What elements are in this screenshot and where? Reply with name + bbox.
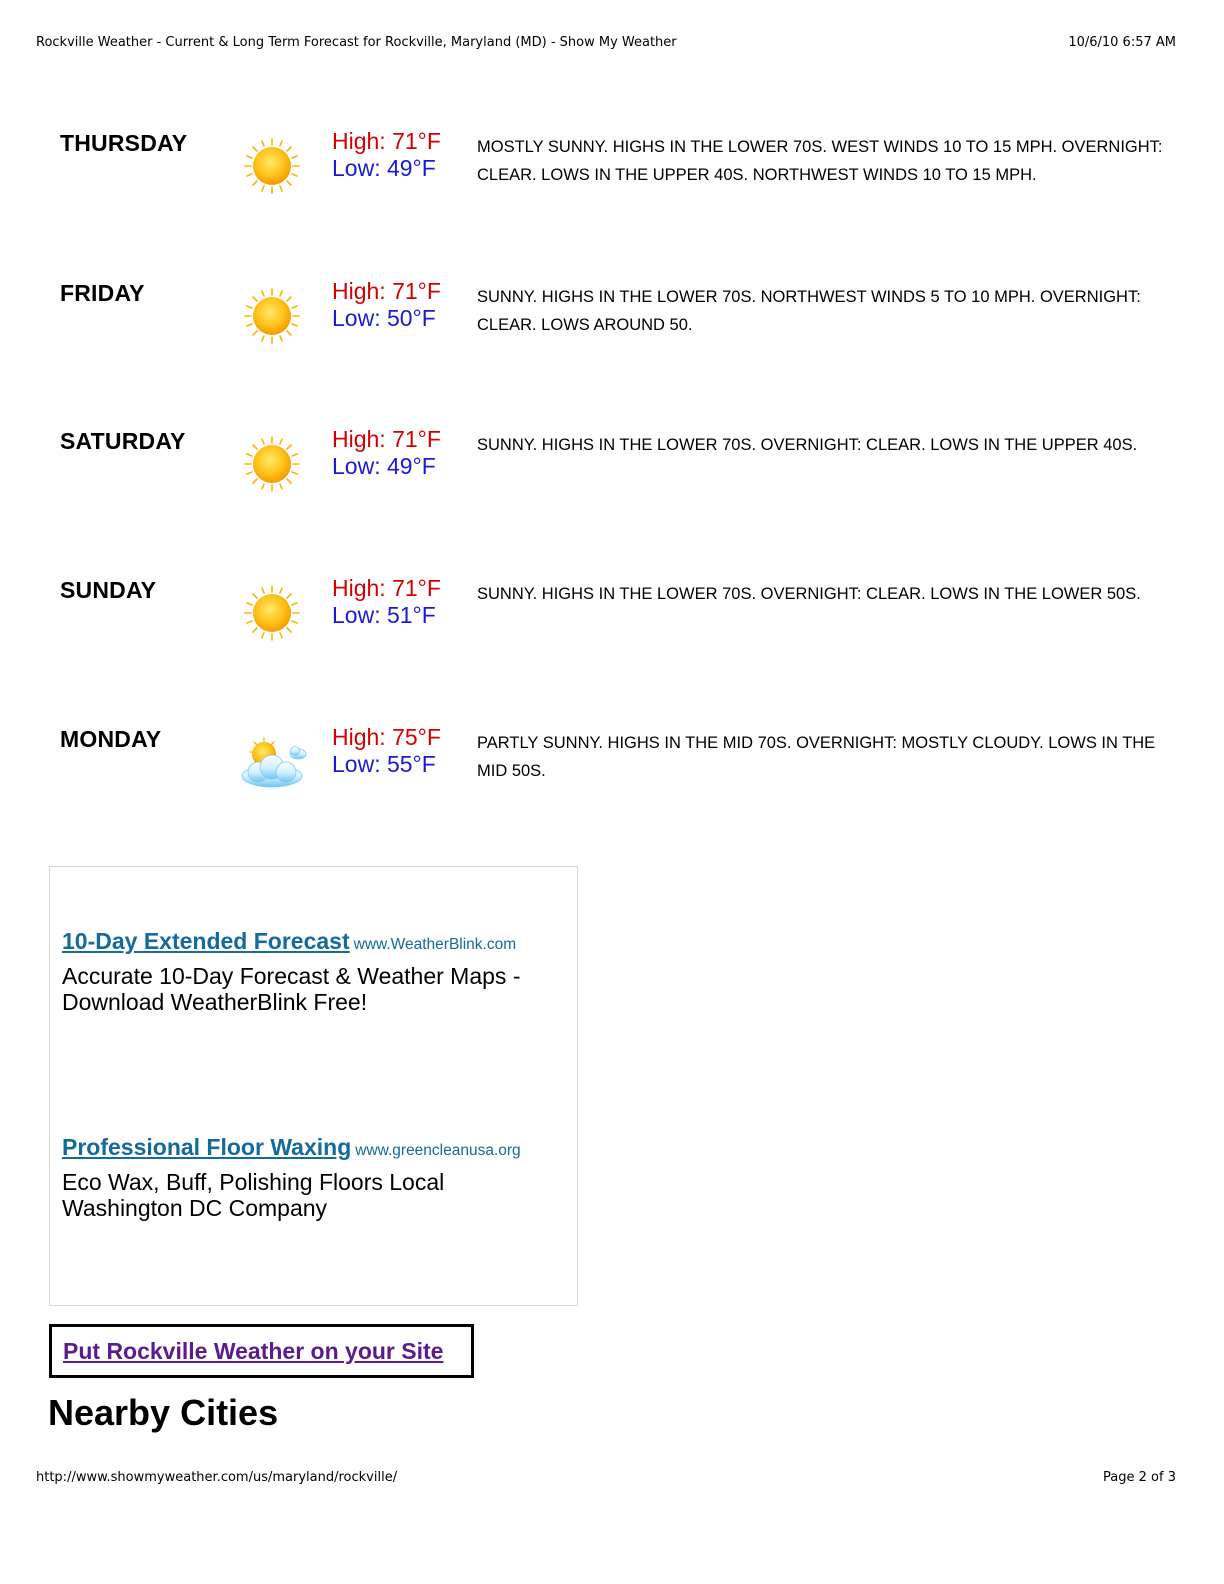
print-header-datetime: 10/6/10 6:57 AM	[1068, 35, 1176, 50]
forecast-row	[60, 577, 1170, 687]
sponsored-ads-box	[49, 866, 578, 1306]
embed-weather-link[interactable]: Put Rockville Weather on your Site	[63, 1338, 444, 1364]
high-temp: High: 71°F	[332, 278, 441, 304]
low-temp: Low: 49°F	[332, 155, 436, 181]
ad-title-link[interactable]: 10-Day Extended Forecast	[62, 928, 350, 954]
forecast-row	[60, 130, 1170, 240]
low-temp: Low: 51°F	[332, 602, 436, 628]
low-temp: Low: 49°F	[332, 453, 436, 479]
print-header	[36, 35, 1176, 50]
print-footer-url: http://www.showmyweather.com/us/maryland/rockville/	[36, 1470, 398, 1485]
forecast-row	[60, 280, 1170, 390]
temperature-block	[332, 426, 441, 480]
embed-weather-box	[49, 1324, 474, 1378]
forecast-row	[60, 726, 1170, 836]
forecast-description: SUNNY. HIGHS IN THE LOWER 70S. OVERNIGHT: CLEAR. LOWS IN THE LOWER 50S.	[477, 585, 1141, 603]
low-temp: Low: 50°F	[332, 305, 436, 331]
print-footer-page: Page 2 of 3	[1103, 1470, 1176, 1485]
forecast-description: SUNNY. HIGHS IN THE LOWER 70S. OVERNIGHT: CLEAR. LOWS IN THE UPPER 40S.	[477, 436, 1138, 454]
high-temp: High: 71°F	[332, 128, 441, 154]
partly-sunny-icon	[236, 732, 308, 792]
forecast-day: MONDAY	[60, 726, 162, 752]
temperature-block	[332, 278, 441, 332]
ad-description: Accurate 10-Day Forecast & Weather Maps - Download WeatherBlink Free!	[62, 963, 521, 1015]
sunny-icon	[236, 434, 308, 494]
ad-display-url[interactable]: www.WeatherBlink.com	[353, 936, 517, 953]
sunny-icon	[236, 286, 308, 346]
ad-description: Eco Wax, Buff, Polishing Floors Local Washington DC Company	[62, 1169, 445, 1221]
forecast-description: PARTLY SUNNY. HIGHS IN THE MID 70S. OVERNIGHT: MOSTLY CLOUDY. LOWS IN THE MID 50S.	[477, 734, 1156, 780]
forecast-day: FRIDAY	[60, 280, 145, 306]
forecast-description: SUNNY. HIGHS IN THE LOWER 70S. NORTHWEST WINDS 5 TO 10 MPH. OVERNIGHT: CLEAR. LOWS AROUND 50.	[477, 288, 1141, 334]
ad-title-line	[62, 928, 562, 955]
ad-item	[62, 1134, 562, 1221]
temperature-block	[332, 128, 441, 182]
print-footer	[36, 1470, 1176, 1485]
temperature-block	[332, 575, 441, 629]
low-temp: Low: 55°F	[332, 751, 436, 777]
forecast-day: THURSDAY	[60, 130, 188, 156]
ad-title-link[interactable]: Professional Floor Waxing	[62, 1134, 352, 1160]
temperature-block	[332, 724, 441, 778]
forecast-day: SUNDAY	[60, 577, 157, 603]
sunny-icon	[236, 136, 308, 196]
ad-title-line	[62, 1134, 562, 1161]
high-temp: High: 75°F	[332, 724, 441, 750]
forecast-description: MOSTLY SUNNY. HIGHS IN THE LOWER 70S. WEST WINDS 10 TO 15 MPH. OVERNIGHT: CLEAR. LOWS IN THE UPPER 40S. NORTHWEST WINDS 10 TO 15 MPH.	[477, 138, 1163, 184]
ad-display-url[interactable]: www.greencleanusa.org	[355, 1142, 521, 1159]
print-header-title: Rockville Weather - Current & Long Term Forecast for Rockville, Maryland (MD) - Show My Weather	[36, 35, 677, 50]
ad-item	[62, 928, 562, 1015]
high-temp: High: 71°F	[332, 575, 441, 601]
sunny-icon	[236, 583, 308, 643]
forecast-row	[60, 428, 1170, 538]
nearby-cities-heading: Nearby Cities	[48, 1392, 279, 1433]
forecast-day: SATURDAY	[60, 428, 186, 454]
high-temp: High: 71°F	[332, 426, 441, 452]
